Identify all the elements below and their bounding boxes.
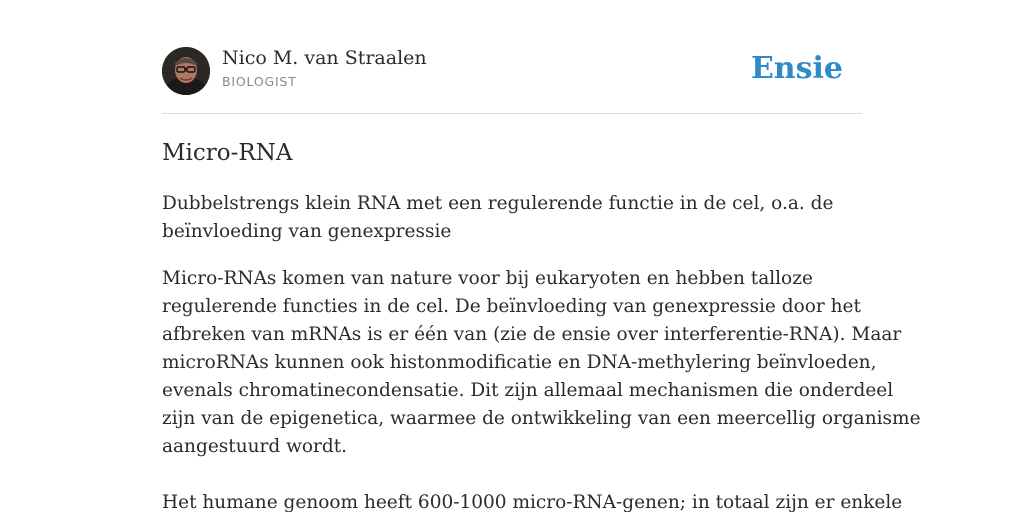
definition-line: Dubbelstrengs klein RNA met een regulerende functie in de cel, o.a. de [162,193,834,214]
author-role: BIOLOGIST [222,74,297,89]
body-line: microRNAs kunnen ook histonmodificatie en DNA-methylering beïnvloeden, [162,352,877,373]
header [162,0,862,114]
article-title: Micro-RNA [162,140,293,166]
body-line: regulerende functies in de cel. De beïnvloeding van genexpressie door het [162,296,861,317]
body-line: evenals chromatinecondensatie. Dit zijn allemaal mechanismen die onderdeel [162,380,894,401]
author-name[interactable]: Nico M. van Straalen [222,47,427,69]
author-avatar[interactable] [162,47,210,95]
avatar-photo [162,47,210,95]
definition-line: beïnvloeding van genexpressie [162,221,452,242]
body-line: afbreken van mRNAs is er één van (zie de ensie over interferentie-RNA). Maar [162,324,902,345]
ensie-logo[interactable]: Ensie [750,51,843,86]
article-definition [162,190,862,246]
body-line: zijn van de epigenetica, waarmee de ontwikkeling van een meercellig organisme [162,408,921,429]
body-line: aangestuurd wordt. [162,436,348,457]
page-container [162,0,921,512]
article-body [162,265,921,461]
body-line: Micro-RNAs komen van nature voor bij eukaryoten en hebben talloze [162,268,813,289]
article-body-paragraph-2: Het humane genoom heeft 600-1000 micro-RNA-genen; in totaal zijn er enkele [162,492,903,512]
